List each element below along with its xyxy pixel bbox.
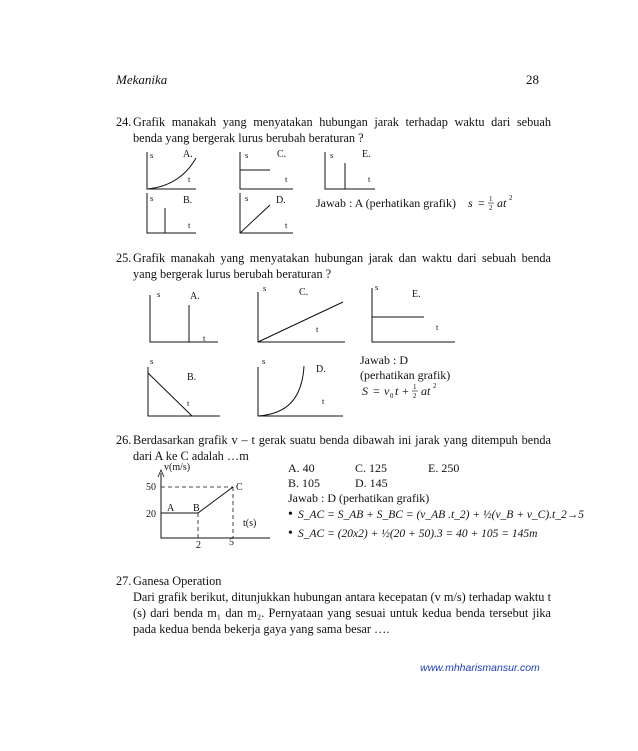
q25-answer-line2: (perhatikan grafik) xyxy=(360,368,451,382)
svg-text:0: 0 xyxy=(390,392,394,400)
svg-text:at: at xyxy=(421,384,431,398)
graph-label: E. xyxy=(412,289,421,300)
question-27 xyxy=(116,573,556,643)
svg-text:S: S xyxy=(362,384,368,398)
question-text: Berdasarkan grafik v – t gerak suatu benda dibawah ini jarak yang ditempuh benda dari A ke C adalah …m xyxy=(133,433,551,463)
y-axis-label: s xyxy=(330,150,334,160)
x-axis-label: t xyxy=(203,333,206,343)
svg-text:at: at xyxy=(497,196,507,210)
svg-text:1: 1 xyxy=(489,195,493,203)
question-text: Dari grafik berikut, ditunjukkan hubungan antara kecepatan (v m/s) terhadap waktu t (s) dari benda m₁ dan m₂. Pernyataan yang sesuai untuk kedua benda tersebut jika pada kedua benda bekerja gaya yang sama besar …. xyxy=(133,590,551,636)
q26-equation-2: S_AC = (20x2) + ½(20 + 50).3 = 40 + 105 = 145m xyxy=(298,528,538,540)
svg-text:v: v xyxy=(384,384,390,398)
question-number: 24. xyxy=(116,115,132,129)
svg-text:2: 2 xyxy=(489,204,493,212)
q26-option-e: E. 250 xyxy=(428,461,460,475)
q26-bullet-2: • xyxy=(288,526,293,541)
q24-answer-text: Jawab : A (perhatikan grafik) xyxy=(316,196,456,210)
q26-option-a: A. 40 xyxy=(288,461,315,475)
graph-label: B. xyxy=(183,195,193,206)
question-number: 25. xyxy=(116,251,132,265)
point-a: A xyxy=(167,503,175,514)
q26-answer-text: Jawab : D (perhatikan grafik) xyxy=(288,491,430,505)
q25-answer-line1: Jawab : D xyxy=(360,353,408,367)
x-axis-label: t xyxy=(188,220,191,230)
point-b: B xyxy=(193,503,200,514)
y-axis-label: s xyxy=(375,282,379,292)
graph-label: B. xyxy=(187,372,197,383)
y-axis-label: s xyxy=(262,356,266,366)
question-text: Grafik manakah yang menyatakan hubungan jarak dan waktu dari sebuah benda yang bergerak lurus berubah beraturan ? xyxy=(133,251,551,281)
running-header-title: Mekanika xyxy=(116,72,168,87)
question-text: Grafik manakah yang menyatakan hubungan jarak terhadap waktu dari sebuah benda yang bergerak lurus berubah beraturan ? xyxy=(133,115,551,145)
question-number: 27. xyxy=(116,574,132,588)
y-axis-label: s xyxy=(245,150,249,160)
q26-equation-1: S_AC = S_AB + S_BC = (v_AB .t_2) + ½(v_B + v_C).t_2→5 xyxy=(298,509,585,521)
point-c: C xyxy=(236,482,243,493)
y-axis-label: s xyxy=(150,356,154,366)
x-axis-label: t xyxy=(285,220,288,230)
graph-label: D. xyxy=(276,195,286,206)
q26-option-c: C. 125 xyxy=(355,461,388,475)
y-axis-label: s xyxy=(150,193,154,203)
svg-text:s: s xyxy=(468,196,473,210)
x-axis-label: t xyxy=(187,398,190,408)
q26-option-d: D. 145 xyxy=(355,476,388,490)
x-axis-label: t xyxy=(368,174,371,184)
graph-label: C. xyxy=(277,149,287,160)
graph-label: E. xyxy=(362,149,371,160)
x-axis-label: t xyxy=(285,174,288,184)
q26-option-b: B. 105 xyxy=(288,476,321,490)
tick-2: 2 xyxy=(196,540,201,551)
svg-text:2: 2 xyxy=(509,194,513,202)
svg-text:2: 2 xyxy=(433,382,437,390)
x-axis-label: t xyxy=(436,322,439,332)
svg-text:2: 2 xyxy=(413,392,417,400)
page-number: 28 xyxy=(526,72,539,87)
y-axis-label: s xyxy=(245,193,249,203)
y-axis-label: s xyxy=(150,150,154,160)
x-axis-label: t xyxy=(322,396,325,406)
svg-text:+: + xyxy=(402,384,409,398)
x-axis-label: t xyxy=(316,324,319,334)
x-axis-label: t(s) xyxy=(243,518,257,529)
x-axis-label: t xyxy=(188,174,191,184)
segment-bc xyxy=(198,487,233,513)
svg-text:=: = xyxy=(373,384,380,398)
tick-50: 50 xyxy=(146,482,156,493)
footer-url[interactable]: www.mhharismansur.com xyxy=(420,662,540,674)
graph-label: A. xyxy=(183,149,193,160)
svg-text:t: t xyxy=(395,384,399,398)
svg-text:=: = xyxy=(478,196,485,210)
tick-5: 5 xyxy=(229,537,234,548)
tick-20: 20 xyxy=(146,509,156,520)
question-number: 26. xyxy=(116,433,132,447)
graph-label: A. xyxy=(190,291,200,302)
y-axis-label: v(m/s) xyxy=(164,462,191,473)
y-axis-label: s xyxy=(157,289,161,299)
graph-label: C. xyxy=(299,287,309,298)
graph-label: D. xyxy=(316,364,326,375)
svg-text:1: 1 xyxy=(413,383,417,391)
y-axis-label: s xyxy=(263,283,267,293)
q26-bullet-1: • xyxy=(288,507,293,522)
question-title: Ganesa Operation xyxy=(133,574,222,588)
